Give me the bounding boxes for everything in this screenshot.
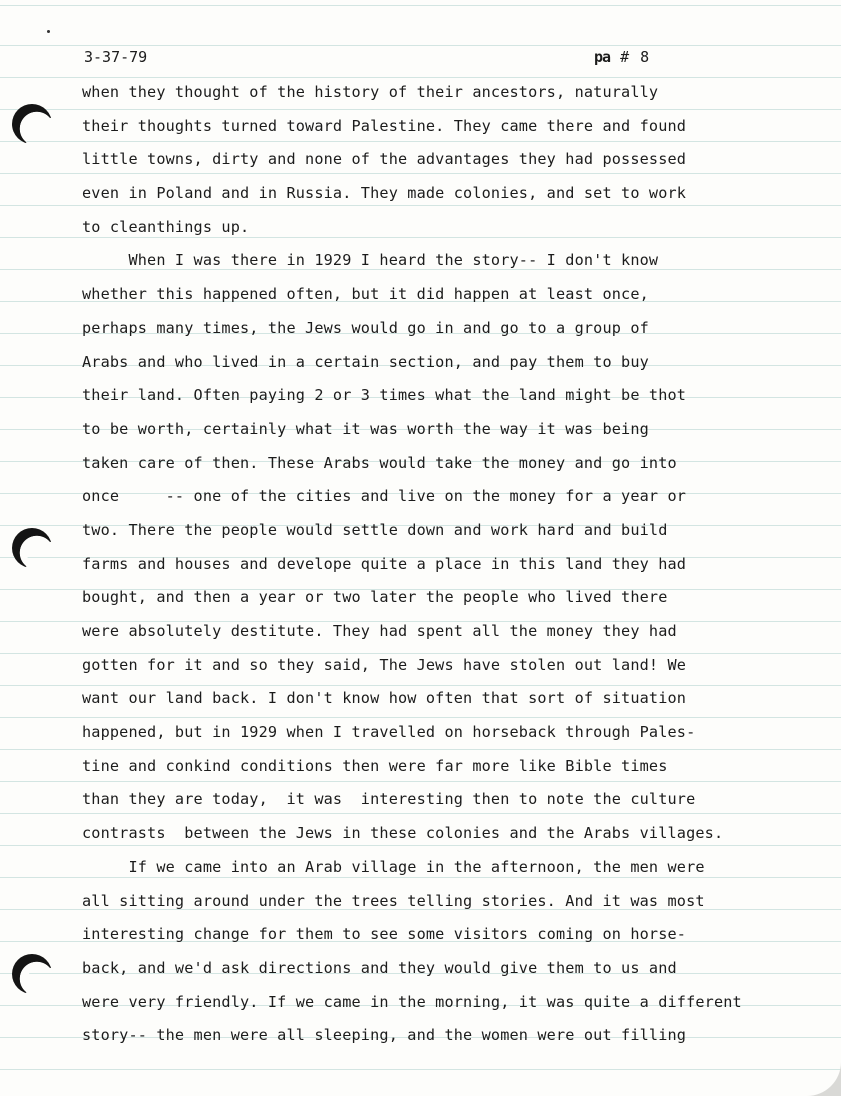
binder-hole-middle [12,528,52,568]
text-line: contrasts between the Jews in these colonies and the Arabs villages. [82,824,724,843]
text-line: farms and houses and develope quite a place in this land they had [82,554,687,573]
binder-hole-bottom [12,954,52,994]
text-line: when they thought of the history of their ancestors, naturally [82,83,659,101]
text-line: story-- the men were all sleeping, and the women were out filling [82,1026,687,1045]
text-line: bought, and then a year or two later the people who lived there [82,588,668,607]
text-line: gotten for it and so they said, The Jews have stolen out land! We [82,655,687,674]
text-line: When I was there in 1929 I heard the story-- I don't know [82,251,659,270]
page-header [84,48,684,70]
text-line: their thoughts turned toward Palestine. They came there and found [82,116,687,135]
text-line: their land. Often paying 2 or 3 times what the land might be thot [82,386,687,405]
text-line: perhaps many times, the Jews would go in and go to a group of [82,318,649,337]
text-line: even in Poland and in Russia. They made colonies, and set to work [82,184,687,203]
text-line: interesting change for them to see some visitors coming on horse- [82,925,687,944]
text-line: all sitting around under the trees telling stories. And it was most [82,891,705,910]
text-line: tine and conkind conditions then were far more like Bible times [82,756,668,775]
header-date: 3-37-79 [84,48,148,66]
margin-mark [47,30,50,33]
text-line: were absolutely destitute. They had spent all the money they had [82,622,677,640]
text-line: back, and we'd ask directions and they would give them to us and [82,958,677,977]
text-line: Arabs and who lived in a certain section, and pay them to buy [82,352,649,371]
text-line: once -- one of the cities and live on the money for a year or [82,487,687,506]
text-line: whether this happened often, but it did happen at least once, [82,285,649,304]
text-line: little towns, dirty and none of the advantages they had possessed [82,150,687,169]
text-line: want our land back. I don't know how often that sort of situation [82,689,687,708]
text-line: If we came into an Arab village in the afternoon, the men were [82,857,705,876]
text-line: two. There the people would settle down and work hard and build [82,520,668,539]
text-line: than they are today, it was interesting then to note the culture [82,790,696,809]
struck-out-text: pa [594,48,611,66]
text-line: taken care of then. These Arabs would take the money and go into [82,453,677,472]
text-line: happened, but in 1929 when I travelled on horseback through Pales- [82,723,696,742]
text-line: to be worth, certainly what it was worth the way it was being [82,419,649,438]
header-page-number [594,48,650,66]
typed-text-body [82,81,827,1058]
binder-hole-top [12,104,52,144]
page-number: # 8 [620,48,651,66]
text-line: to cleanthings up. [82,217,250,236]
text-line: were very friendly. If we came in the morning, it was quite a different [82,992,742,1011]
